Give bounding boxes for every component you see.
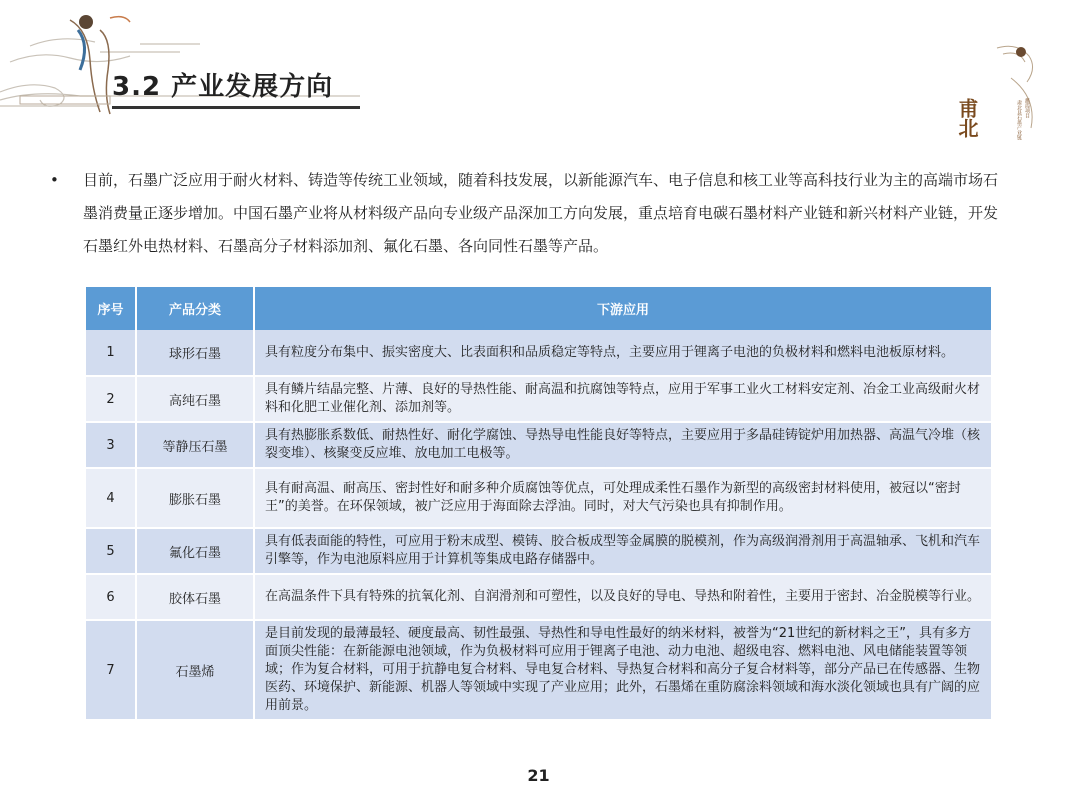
row-category: 石墨烯 xyxy=(136,620,254,720)
row-description: 具有粒度分布集中、振实密度大、比表面积和品质稳定等特点，主要应用于锂离子电池的负极材料和燃料电池板原材料。 xyxy=(254,330,992,376)
table-row xyxy=(86,422,992,468)
header-application: 下游应用 xyxy=(254,287,992,330)
intro-text: 目前，石墨广泛应用于耐火材料、铸造等传统工业领域，随着科技发展，以新能源汽车、电子信息和核工业等高科技行业为主的高端市场石墨消费量正逐步增加。中国石墨产业将从材料级产品向专业级产品深加工方向发展，重点培育电碳石墨材料产业链和新兴材料产业链，开发石墨红外电热材料、石墨高分子材料添加剂、氟化石墨、各向同性石墨等产品。 xyxy=(83,171,999,255)
row-category: 等静压石墨 xyxy=(136,422,254,468)
page-number: 21 xyxy=(527,766,550,785)
row-description: 具有热膨胀系数低、耐热性好、耐化学腐蚀、导热导电性能良好等特点，主要应用于多晶硅铸锭炉用加热器、高温气冷堆（核裂变堆）、核聚变反应堆、放电加工电极等。 xyxy=(254,422,992,468)
row-index: 7 xyxy=(86,620,136,720)
row-category: 高纯石墨 xyxy=(136,376,254,422)
row-description: 在高温条件下具有特殊的抗氧化剂、自润滑剂和可塑性，以及良好的导电、导热和附着性，主要用于密封、冶金脱模等行业。 xyxy=(254,574,992,620)
intro-paragraph xyxy=(50,164,1010,263)
header-index: 序号 xyxy=(86,287,136,330)
row-category: 膨胀石墨 xyxy=(136,468,254,528)
logo-sub-text-2: 肃北县石墨产业链 xyxy=(1016,100,1022,140)
row-category: 氟化石墨 xyxy=(136,528,254,574)
bullet-marker: • xyxy=(50,171,59,189)
title-underline xyxy=(112,106,360,109)
row-category: 球形石墨 xyxy=(136,330,254,376)
row-index: 2 xyxy=(86,376,136,422)
product-table xyxy=(86,287,993,721)
row-description: 具有耐高温、耐高压、密封性好和耐多种介质腐蚀等优点，可处理成柔性石墨作为新型的高级密封材料使用，被冠以“密封王”的美誉。在环保领域，被广泛应用于海面除去浮油。同时，对大气污染也具有抑制作用。 xyxy=(254,468,992,528)
logo-sub-text-1: 雒霞项目 xyxy=(1024,98,1030,118)
row-index: 1 xyxy=(86,330,136,376)
row-index: 3 xyxy=(86,422,136,468)
table-row xyxy=(86,330,992,376)
row-description: 具有低表面能的特性，可应用于粉末成型、模铸、胶合板成型等金属膜的脱模剂，作为高级润滑剂用于高温轴承、飞机和汽车引擎等，作为电池原料应用于计算机等集成电路存储器中。 xyxy=(254,528,992,574)
page-title: 3.2 产业发展方向 xyxy=(112,72,334,102)
table-row xyxy=(86,620,992,720)
row-description: 具有鳞片结晶完整、片薄、良好的导热性能、耐高温和抗腐蚀等特点，应用于军事工业火工材料安定剂、冶金工业高级耐火材料和化肥工业催化剂、添加剂等。 xyxy=(254,376,992,422)
table-header-row xyxy=(86,287,992,330)
table-row xyxy=(86,574,992,620)
brand-logo xyxy=(955,38,1047,168)
table-row xyxy=(86,468,992,528)
header-category: 产品分类 xyxy=(136,287,254,330)
logo-main-text: 甫北 xyxy=(955,98,979,138)
row-index: 6 xyxy=(86,574,136,620)
table-row xyxy=(86,376,992,422)
row-description: 是目前发现的最薄最轻、硬度最高、韧性最强、导热性和导电性最好的纳米材料，被誉为“21世纪的新材料之王”，具有多方面顶尖性能：在新能源电池领域，作为负极材料可应用于锂离子电池、动力电池、超级电容、燃料电池、风电储能装置等领域；作为复合材料，可用于抗静电复合材料、导电复合材料、导热复合材料和高分子复合材料等，部分产品已在传感器、生物医药、环境保护、新能源、机器人等领域中实现了产业应用；此外，石墨烯在重防腐涂料领域和海水淡化领域也具有广阔的应用前景。 xyxy=(254,620,992,720)
row-index: 5 xyxy=(86,528,136,574)
row-category: 胶体石墨 xyxy=(136,574,254,620)
table-row xyxy=(86,528,992,574)
row-index: 4 xyxy=(86,468,136,528)
